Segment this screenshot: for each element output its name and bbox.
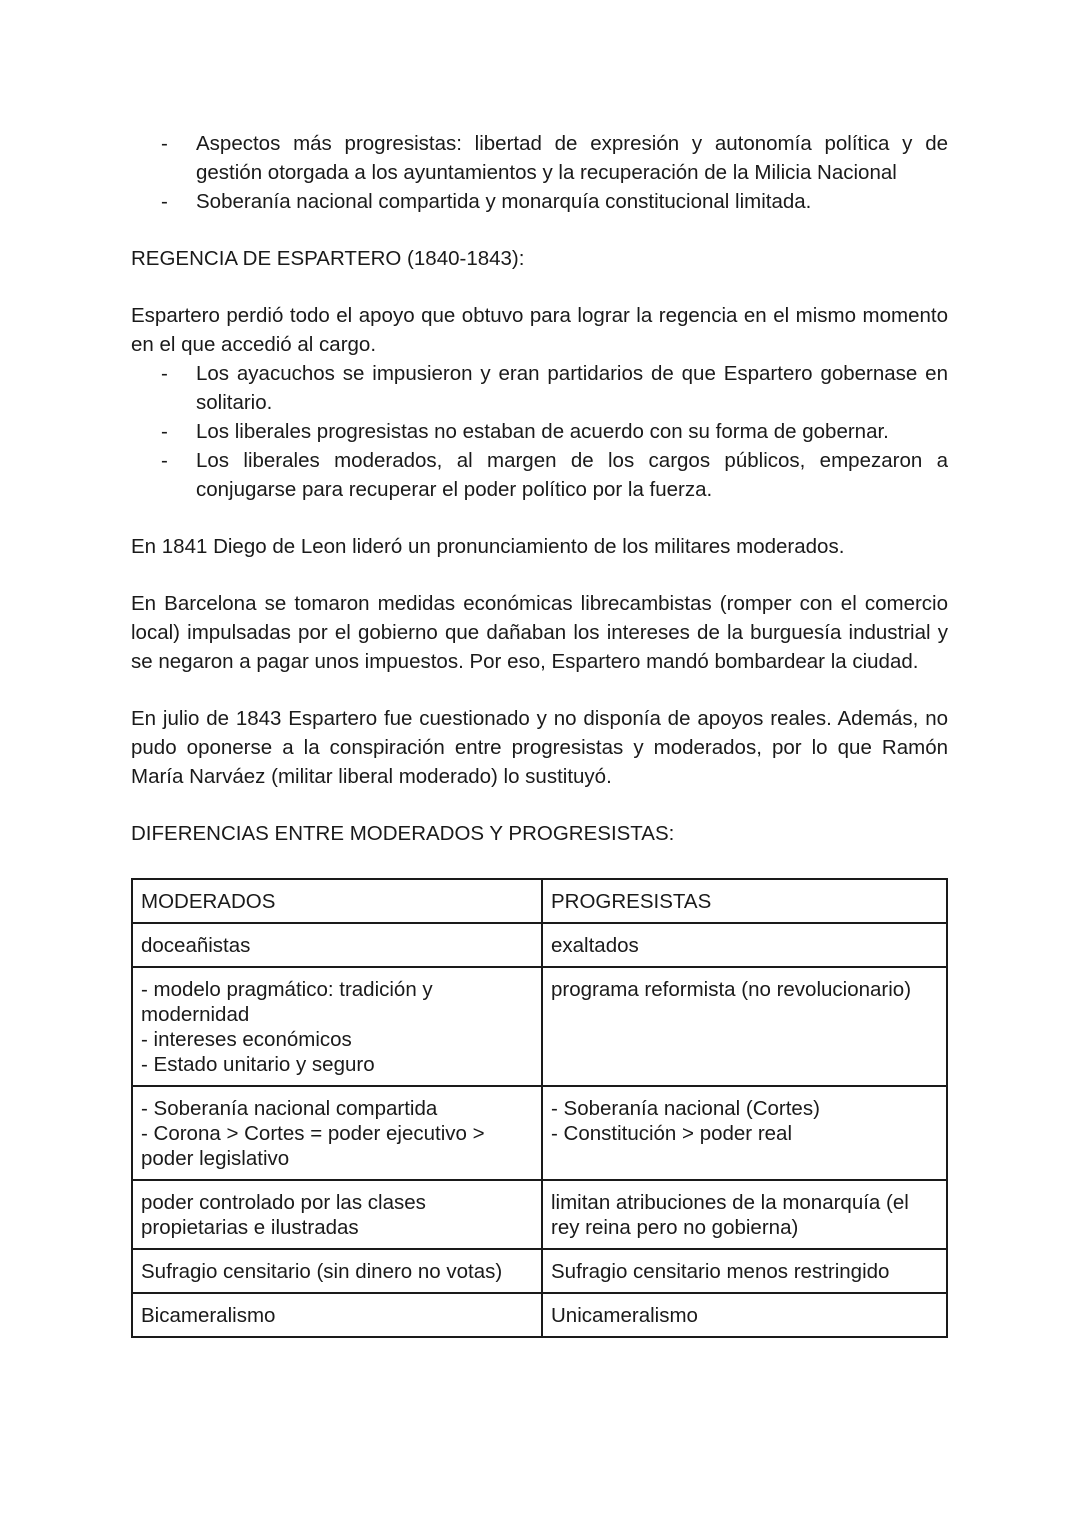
table-cell-progresistas xyxy=(542,1293,947,1337)
table-cell-line: exaltados xyxy=(551,934,639,957)
table-cell-line: limitan atribuciones de la monarquía (el rey reina pero no gobierna) xyxy=(551,1191,909,1239)
table-cell-progresistas xyxy=(542,1249,947,1293)
table-cell-progresistas xyxy=(542,923,947,967)
regencia-bullet-moderados: - Los liberales moderados, al margen de los cargos públicos, empezaron a conjugarse para recuperar el poder político por la fuerza. xyxy=(196,446,948,504)
table-cell-line: programa reformista (no revolucionario) xyxy=(551,978,912,1001)
regencia-paragraph-2: En 1841 Diego de Leon lideró un pronunciamiento de los militares moderados. xyxy=(131,535,845,558)
regencia-paragraph-4: En julio de 1843 Espartero fue cuestionado y no disponía de apoyos reales. Además, no pudo oponerse a la conspiración entre progresistas y moderados, por lo que Ramón María Narváez (militar liberal moderado) lo sustituyó. xyxy=(131,707,948,788)
regencia-bullet-list xyxy=(131,359,948,504)
intro-bullet-list xyxy=(131,129,948,216)
table-row xyxy=(132,1293,947,1337)
table-row xyxy=(132,1249,947,1293)
regencia-paragraph-3: En Barcelona se tomaron medidas económicas librecambistas (romper con el comercio local) impulsadas por el gobierno que dañaban los intereses de la burguesía industrial y se negaron a pagar unos impuestos. Por eso, Espartero mandó bombardear la ciudad. xyxy=(131,592,948,673)
regencia-bullet-progresistas: - Los liberales progresistas no estaban de acuerdo con su forma de gobernar. xyxy=(196,417,948,446)
document-body xyxy=(131,129,948,1338)
regencia-bullet-ayacuchos: - Los ayacuchos se impusieron y eran partidarios de que Espartero gobernase en solitario. xyxy=(196,359,948,417)
table-cell-line: Bicameralismo xyxy=(141,1304,276,1327)
table-cell-line: Sufragio censitario (sin dinero no votas) xyxy=(141,1260,503,1283)
table-cell-progresistas xyxy=(542,967,947,1086)
intro-bullet-progressive-aspects: - Aspectos más progresistas: libertad de expresión y autonomía política y de gestión otorgada a los ayuntamientos y la recuperación de la Milicia Nacional xyxy=(196,129,948,187)
table-cell-line: - intereses económicos xyxy=(141,1028,352,1051)
table-row xyxy=(132,923,947,967)
intro-bullet-sovereignty: - Soberanía nacional compartida y monarquía constitucional limitada. xyxy=(196,187,948,216)
table-cell-line: - Corona > Cortes = poder ejecutivo > poder legislativo xyxy=(141,1122,485,1170)
table-cell-line: - Soberanía nacional (Cortes) xyxy=(551,1097,820,1120)
table-cell-moderados xyxy=(132,967,542,1086)
diferencias-heading: DIFERENCIAS ENTRE MODERADOS Y PROGRESISTAS: xyxy=(131,822,675,845)
table-cell-line: poder controlado por las clases propietarias e ilustradas xyxy=(141,1191,426,1239)
comparison-table xyxy=(131,878,948,1338)
table-header-row xyxy=(132,879,947,923)
table-cell-line: - Soberanía nacional compartida xyxy=(141,1097,438,1120)
table-row xyxy=(132,1086,947,1180)
table-cell-moderados xyxy=(132,1180,542,1249)
regencia-heading: REGENCIA DE ESPARTERO (1840-1843): xyxy=(131,247,525,270)
table-cell-moderados xyxy=(132,923,542,967)
table-row xyxy=(132,967,947,1086)
table-cell-moderados xyxy=(132,1293,542,1337)
table-cell-line: - Estado unitario y seguro xyxy=(141,1053,375,1076)
table-cell-line: Unicameralismo xyxy=(551,1304,698,1327)
table-cell-progresistas xyxy=(542,1180,947,1249)
table-cell-line: - Constitución > poder real xyxy=(551,1122,793,1145)
table-header-progresistas: PROGRESISTAS xyxy=(542,879,947,923)
table-cell-moderados xyxy=(132,1249,542,1293)
table-cell-line: Sufragio censitario menos restringido xyxy=(551,1260,890,1283)
table-cell-line: - modelo pragmático: tradición y modernidad xyxy=(141,978,433,1026)
table-row xyxy=(132,1180,947,1249)
table-cell-progresistas xyxy=(542,1086,947,1180)
table-header-moderados: MODERADOS xyxy=(132,879,542,923)
table-cell-line: doceañistas xyxy=(141,934,251,957)
table-cell-moderados xyxy=(132,1086,542,1180)
regencia-paragraph-1: Espartero perdió todo el apoyo que obtuvo para lograr la regencia en el mismo momento en el que accedió al cargo. xyxy=(131,304,948,356)
